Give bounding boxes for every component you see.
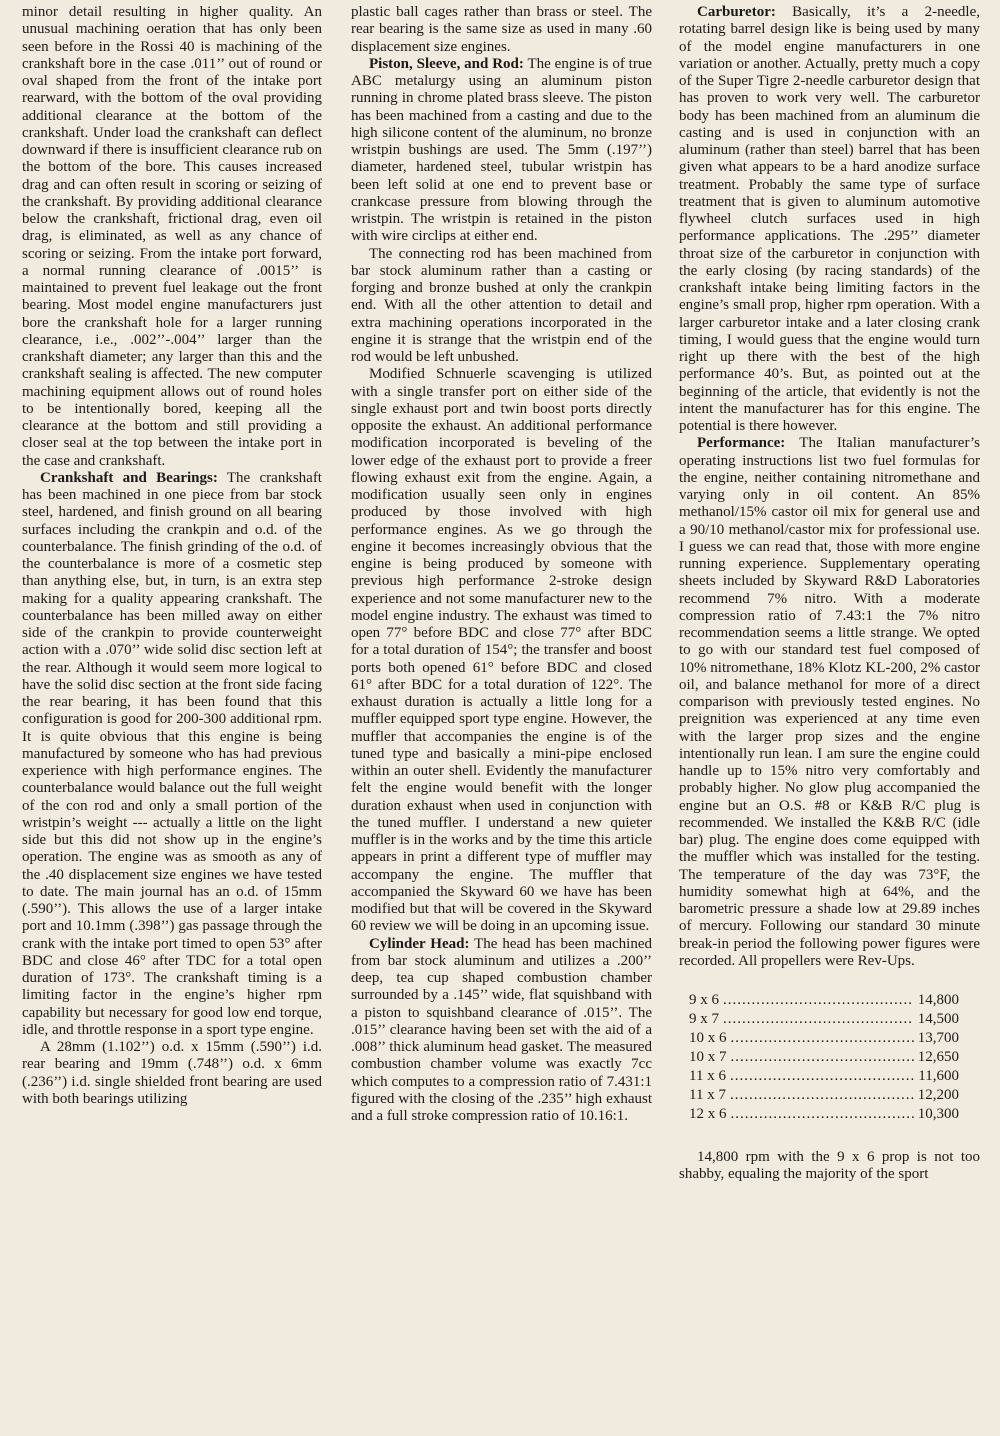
heading-carburetor: Carburetor: <box>697 4 776 20</box>
dot-leader <box>723 1011 914 1028</box>
table-row <box>689 992 959 1011</box>
heading-piston-sleeve-rod: Piston, Sleeve, and Rod: <box>369 55 524 72</box>
prop-size: 12 x 6 <box>689 1106 727 1122</box>
table-row <box>689 1068 959 1087</box>
paragraph-carburetor <box>679 4 980 435</box>
paragraph-piston <box>351 56 652 246</box>
paragraph-rpm-summary: 14,800 rpm with the 9 x 6 prop is not too shabby, equaling the majority of the sport <box>679 1149 980 1183</box>
rpm-value: 14,500 <box>917 1011 959 1027</box>
paragraph-bearings: A 28mm (1.102’’) o.d. x 15mm (.590’’) i.d. rear bearing and 19mm (.748’’) o.d. x 6mm (.236’’) i.d. single shielded front bearing are used with both bearings utilizing <box>22 1039 322 1107</box>
paragraph-piston-text: The engine is of true ABC metalurgy using an aluminum piston running in chrome plated brass sleeve. The piston has been machined from a casting and due to the high silicone content of the aluminum, no bronze wristpin bushings are used. The 5mm (.197’’) diameter, hardened steel, tubular wristpin has been left solid at one end to prevent base or crankcase pressure from blowing through the wristpin. The wristpin is retained in the piston with wire circlips at either end. <box>351 55 653 245</box>
table-row <box>689 1049 959 1068</box>
prop-size: 9 x 6 <box>689 992 719 1008</box>
paragraph-connecting-rod: The connecting rod has been machined from bar stock aluminum rather than a casting or forging and bronze bushed at only the crankpin end. With all the other attention to detail and extra machining operations incorporated in the engine it is strange that the wristpin end of the rod would be left unbushed. <box>351 245 652 365</box>
paragraph-cylinder-head <box>351 936 652 1126</box>
paragraph-crankcase-bore: minor detail resulting in higher quality. An unusual machining oeration that has only been seen before in the Rossi 40 is machining of the crankshaft bore in the case .011’’ out of round or oval shaped from the front of the intake port rearward, with the bottom of the oval providing additional clearance at the bottom of the crankshaft. Under load the crankshaft can deflect downward if there is insufficient clearance rub on the bottom of the bore. This causes increased drag and can often result in scoring or seizing of the crankshaft. By providing additional clearance below the crankshaft, frictional drag, even oil drag, is eliminated, as well as any chance of scoring or seizing. From the intake port forward, a normal running clearance of .0015’’ is maintained to prevent fuel leakage out the front bearing. Most model engine manufacturers just bore the crankshaft hole for a larger running clearance, i.e., .002’’-.004’’ larger than the crankshaft diameter; any larger than this and the crankshaft sealing is affected. The new computer machining equipment allows out of round holes to be intentionally bored, keeping all the clearance at the bottom and still providing a closer seal at the top between the intake port in the case and crankshaft. <box>22 4 322 469</box>
paragraph-carburetor-text: Basically, it’s a 2-needle, rotating barrel design like is being used by many of the model engine manufacturers in one variation or another. Actually, pretty much a copy of the Super Tigre 2-needle carburetor design that has proven to work very well. The carburetor body has been machined from an aluminum die casting and is used in conjunction with an aluminum (rather than steel) barrel that has been given what appears to be a hard anodize surface treatment. Probably the same type of surface treatment that is given to aluminum automotive flywheel clutch surfaces used in high performance applications. The .295’’ diameter throat size of the carburetor in conjunction with the early closing (by racing standards) of the crankshaft intake being limiting factors in the engine’s small prop, higher rpm operation. With a larger carburetor intake and a later closing crank timing, I would guess that the engine would turn right up there with the best of the high performance 40’s. But, as pointed out at the beginning of the article, that evidently is not the intent the manufacturer has for this engine. The potential is there however. <box>679 4 980 434</box>
rpm-value: 11,600 <box>918 1068 959 1084</box>
heading-cylinder-head: Cylinder Head: <box>369 935 470 952</box>
dot-leader <box>731 1106 914 1123</box>
dot-leader <box>730 1087 914 1104</box>
paragraph-crankshaft-text: The crankshaft has been machined in one piece from bar stock steel, hardened, and finish ground on all bearing surfaces including the crankpin and o.d. of the counterbalance. The finish grinding of the o.d. of the counterbalance is more of a cosmetic step than anything else, but, in turn, is an extra step making for a quality appearing crankshaft. The counterbalance has been milled away on either side of the crankpin to provide counterweight action with a .070’’ wide solid disc section left at the rear. Although it would seem more logical to have the solid disc section at the front side facing the rear bearing, it has been found that this configuration is good for 200-300 additional rpm. It is quite obvious that this engine is being manufactured by someone who has had previous experience with high performance engines. The counterbalance would balance out the full weight of the con rod and only a small portion of the wristpin’s weight --- actually a little on the light side but this did not show up in the engine’s operation. The engine was as smooth as any of the .40 displacement size engines we have tested to date. The main journal has an o.d. of 15mm (.590’’). This allows the use of a larger intake port and 10.1mm (.398’’) gas passage through the crank with the intake port timed to open 53° after BDC and close 46° after TDC for a total open duration of 173°. The crankshaft timing is a limiting factor in the engine’s higher rpm capability but necessary for good low end torque, idle, and throttle response in a sport type engine. <box>22 469 322 1038</box>
rpm-value: 12,200 <box>917 1087 959 1103</box>
paragraph-ball-cages: plastic ball cages rather than brass or steel. The rear bearing is the same size as used in many .60 displacement size engines. <box>351 4 652 55</box>
paragraph-scavenging: Modified Schnuerle scavenging is utilized with a single transfer port on either side of the single exhaust port and twin boost ports directly opposite the exhaust. An additional performance modification incorporated is beveling of the lower edge of the exhaust port to provide a freer flowing exhaust exit from the engine. Again, a modification usually seen only in engines produced by those involved with high performance engines. As we go through the engine it becomes increasingly obvious that the engine is being produced by someone with previous high performance 2-stroke design experience and not some manufacturer new to the model engine industry. The exhaust was timed to open 77° before BDC and close 77° after BDC for a total duration of 154°; the transfer and boost ports both opened 61° before BDC and closed 61° after BDC for a total duration of 122°. The exhaust duration is actually a little long for a muffler equipped sport type engine. However, the muffler that accompanies the engine is of the tuned type and basically a mini-pipe enclosed within an outer shell. Evidently the manufacturer felt the engine would benefit with the longer duration exhaust when used in conjunction with the tuned muffler. I understand a new quieter muffler is in the works and by the time this article appears in print a different type of muffler may accompany the engine. The muffler that accompanied the Skyward 60 we have has been modified but that will be covered in the Skyward 60 review we will be doing in an upcoming issue. <box>351 366 652 935</box>
column-right <box>679 4 980 1184</box>
table-row <box>689 1030 959 1049</box>
dot-leader <box>731 1049 914 1066</box>
dot-leader <box>730 1068 914 1085</box>
prop-size: 9 x 7 <box>689 1011 719 1027</box>
prop-size: 10 x 7 <box>689 1049 727 1065</box>
rpm-value: 12,650 <box>917 1049 959 1065</box>
prop-size: 11 x 6 <box>689 1068 726 1084</box>
prop-size: 11 x 7 <box>689 1087 726 1103</box>
paragraph-cylinder-head-text: The head has been machined from bar stock aluminum and utilizes a .200’’ deep, tea cup shaped combustion chamber surrounded by a .145’’ wide, flat squishband with a piston to squishband clearance of .015’’. The .015’’ clearance having been set with the aid of a .008’’ thick aluminum head gasket. The measured combustion chamber volume was exactly 7cc which computes to a compression ratio of 7.431:1 figured with the closing of the .235’’ high exhaust and a full stroke compression ratio of 10.16:1. <box>351 935 652 1124</box>
paragraph-crankshaft <box>22 470 322 1039</box>
table-row <box>689 1011 959 1030</box>
rpm-value: 14,800 <box>917 992 959 1008</box>
table-row <box>689 1106 959 1125</box>
dot-leader <box>723 992 914 1009</box>
prop-size: 10 x 6 <box>689 1030 727 1046</box>
rpm-value: 13,700 <box>917 1030 959 1046</box>
heading-performance: Performance: <box>697 435 786 452</box>
column-middle <box>351 4 652 1125</box>
paragraph-performance-text: The Italian manufacturer’s operating instructions list two fuel formulas for the engine, neither containing nitromethane and varying only in oil content. An 85% methanol/15% castor oil mix for general use and a 90/10 methanol/castor mix for professional use. I guess we can read that, those with more engine running experience. Supplementary operating sheets included by Skyward R&D Laboratories recommend 7% nitro. With a moderate compression ratio of 7.43:1 the 7% nitro recommendation seems a little strange. We opted to go with our standard test fuel composed of 10% nitromethane, 18% Klotz KL-200, 2% castor oil, and balance methanol for more of a direct comparison with previously tested engines. No preignition was experienced at any time even with the larger prop sizes and the engine intentionally run lean. I am sure the engine could handle up to 15% nitro very comfortably and probably higher. No glow plug accompanied the engine but an O.S. #8 or K&B R/C plug is recommended. We installed the K&B R/C (idle bar) plug. The engine does come equipped with the muffler which was installed for the testing. The temperature of the day was 73°F, the humidity somewhat high at 64%, and the barometric pressure a shade low at 29.89 inches of mercury. Following our standard 30 minute break-in period the following power figures were recorded. All propellers were Rev-Ups. <box>679 435 980 969</box>
dot-leader <box>731 1030 914 1047</box>
paragraph-performance <box>679 435 980 970</box>
performance-table <box>689 992 959 1125</box>
heading-crankshaft-bearings: Crankshaft and Bearings: <box>40 469 218 486</box>
table-row <box>689 1087 959 1106</box>
rpm-value: 10,300 <box>917 1106 959 1122</box>
column-left <box>22 4 322 1108</box>
